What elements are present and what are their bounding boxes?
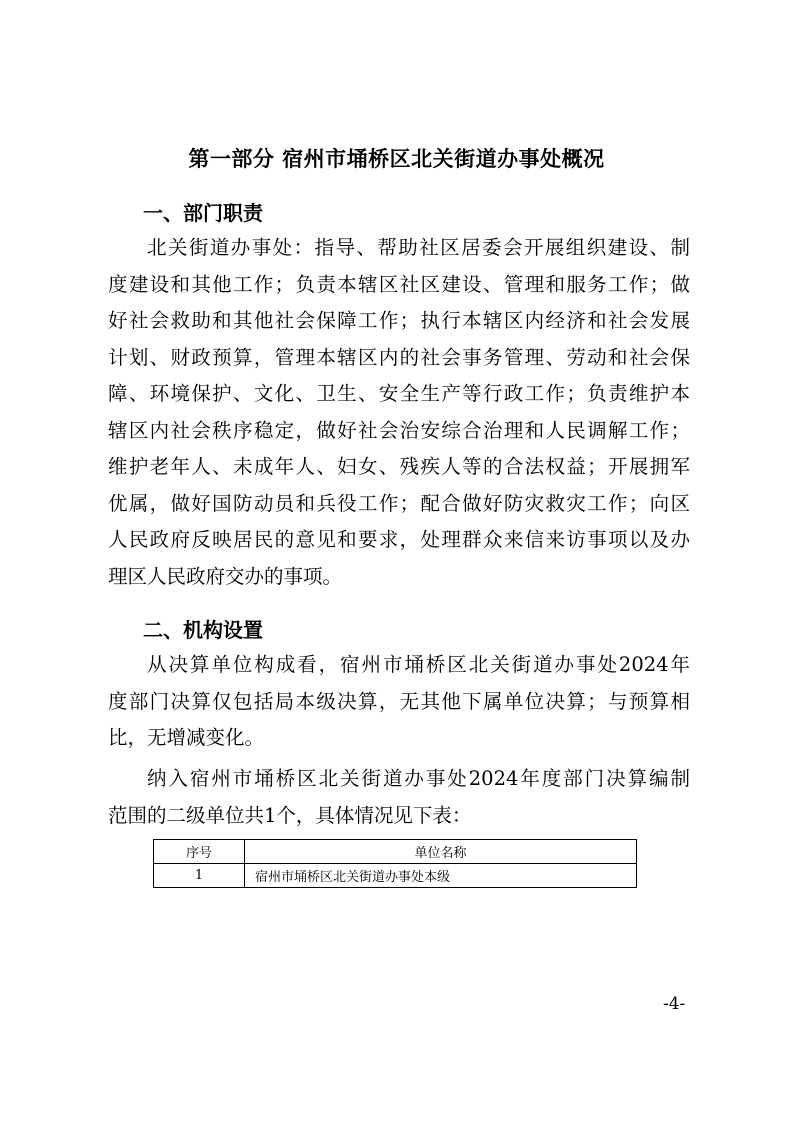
text-line: 好社会救助和其他社会保障工作；执行本辖区内经济和社会发展 [108, 309, 690, 332]
text-line: 从决算单位构成看，宿州市埇桥区北关街道办事处2024年 [147, 653, 690, 676]
page-title: 第一部分 宿州市埇桥区北关街道办事处概况 [188, 147, 605, 171]
organization-paragraph-1 [108, 647, 690, 757]
text-line: 维护老年人、未成年人、妇女、残疾人等的合法权益；开展拥军 [108, 455, 690, 478]
text-line: 北关街道办事处：指导、帮助社区居委会开展组织建设、制 [147, 236, 690, 259]
table-header-unit-name: 单位名称 [245, 840, 637, 864]
text-line: 计划、财政预算，管理本辖区内的社会事务管理、劳动和社会保 [108, 345, 690, 369]
text-line: 优属，做好国防动员和兵役工作；配合做好防灾救灾工作；向区 [108, 491, 690, 515]
text-line: 障、环境保护、文化、卫生、安全生产等行政工作；负责维护本 [108, 382, 690, 405]
text-line: 度部门决算仅包括局本级决算，无其他下属单位决算；与预算相 [108, 689, 690, 713]
table-cell-unit-name: 宿州市埇桥区北关街道办事处本级 [245, 864, 637, 888]
section-heading-duties: 一、部门职责 [143, 201, 263, 225]
table-header-no: 序号 [154, 840, 245, 864]
table-cell-no: 1 [154, 864, 245, 888]
organization-paragraph-2 [108, 761, 690, 834]
table-header-row [154, 840, 637, 864]
section-heading-organization: 二、机构设置 [143, 618, 263, 642]
duties-paragraph [108, 230, 690, 595]
units-table [153, 839, 637, 888]
text-line: 范围的二级单位共1个，具体情况见下表： [108, 803, 472, 827]
text-line: 度建设和其他工作；负责本辖区社区建设、管理和服务工作；做 [108, 272, 690, 296]
table-row [154, 864, 637, 888]
text-line: 纳入宿州市埇桥区北关街道办事处2024年度部门决算编制 [147, 767, 690, 790]
page-number: -4- [663, 994, 686, 1014]
text-line: 辖区内社会秩序稳定，做好社会治安综合治理和人民调解工作； [108, 418, 690, 442]
text-line: 理区人民政府交办的事项。 [108, 564, 343, 588]
text-line: 人民政府反映居民的意见和要求，处理群众来信来访事项以及办 [108, 528, 690, 551]
text-line: 比，无增减变化。 [108, 726, 265, 749]
